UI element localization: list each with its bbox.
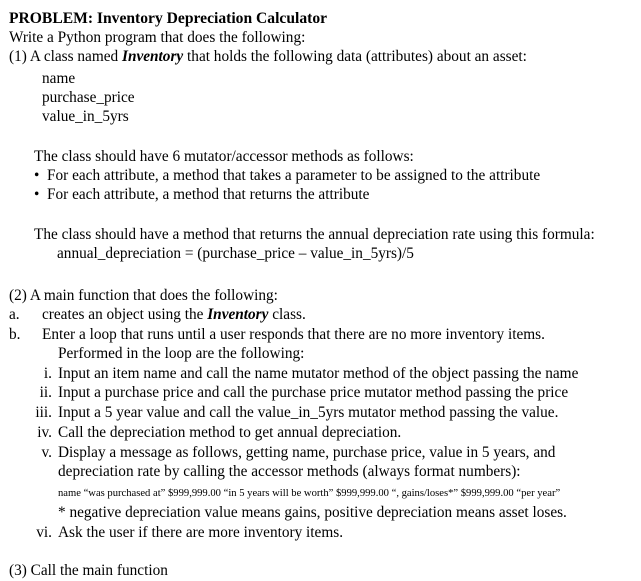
bullet-item bbox=[34, 166, 541, 186]
step-text: Ask the user if there are more inventory items. bbox=[58, 524, 344, 541]
part1-post: that holds the following data (attributes) about an asset: bbox=[183, 48, 527, 65]
step-v-continuation: depreciation rate by calling the accessor methods (always format numbers): bbox=[58, 463, 521, 480]
item-a-post: class. bbox=[268, 306, 306, 323]
step-text: Display a message as follows, getting name, purchase price, value in 5 years, and bbox=[58, 444, 556, 461]
footnote: * negative depreciation value means gains, positive depreciation means asset loses. bbox=[58, 504, 567, 521]
part1-heading bbox=[9, 47, 527, 67]
attribute-name: name bbox=[42, 70, 76, 87]
intro-text: Write a Python program that does the following: bbox=[9, 29, 306, 46]
item-a-pre: creates an object using the bbox=[42, 306, 208, 323]
item-a-text bbox=[42, 305, 306, 325]
step-text: Input an item name and call the name mutator method of the object passing the name bbox=[58, 365, 579, 382]
bullet-icon: • bbox=[34, 167, 40, 184]
bullet-text: For each attribute, a method that takes a parameter to be assigned to the attribute bbox=[47, 167, 541, 184]
step-text: Input a 5 year value and call the value_in_5yrs mutator method passing the value. bbox=[58, 404, 559, 421]
problem-title: PROBLEM: Inventory Depreciation Calculator bbox=[9, 10, 328, 27]
attribute-value-in-5yrs: value_in_5yrs bbox=[42, 108, 129, 125]
step-label: iii. bbox=[35, 404, 52, 421]
part3-text: (3) Call the main function bbox=[9, 562, 168, 579]
methods-intro: The class should have 6 mutator/accessor methods as follows: bbox=[34, 148, 414, 165]
bullet-item bbox=[34, 185, 370, 205]
item-b-continuation: Performed in the loop are the following: bbox=[58, 345, 305, 362]
step-label: i. bbox=[43, 365, 52, 382]
class-name-inventory: Inventory bbox=[122, 48, 184, 65]
bullet-icon: • bbox=[34, 186, 40, 203]
item-b-label: b. bbox=[9, 326, 21, 343]
step-label: ii. bbox=[39, 384, 52, 401]
bullet-text: For each attribute, a method that returns the attribute bbox=[47, 186, 370, 203]
sample-output: name “was purchased at” $999,999.00 “in 5 years will be worth” $999,999.00 “, gains/loses*” $999,999.00 “per year” bbox=[58, 488, 561, 499]
formula-intro: The class should have a method that returns the annual depreciation rate using this formula: bbox=[34, 226, 595, 243]
step-label: vi. bbox=[36, 524, 52, 541]
step-label: v. bbox=[41, 444, 52, 461]
step-label: iv. bbox=[37, 424, 52, 441]
attribute-purchase-price: purchase_price bbox=[42, 89, 135, 106]
item-a bbox=[9, 305, 306, 325]
class-name-inventory: Inventory bbox=[207, 306, 269, 323]
item-b bbox=[9, 325, 545, 345]
item-b-text: Enter a loop that runs until a user responds that there are no more inventory items. bbox=[42, 326, 545, 343]
formula: annual_depreciation = (purchase_price – value_in_5yrs)/5 bbox=[57, 245, 414, 262]
item-a-label: a. bbox=[9, 306, 20, 323]
part2-heading: (2) A main function that does the following: bbox=[9, 287, 278, 304]
step-text: Input a purchase price and call the purchase price mutator method passing the price bbox=[58, 384, 569, 401]
step-text: Call the depreciation method to get annual depreciation. bbox=[58, 424, 402, 441]
part1-pre: (1) A class named bbox=[9, 48, 123, 65]
